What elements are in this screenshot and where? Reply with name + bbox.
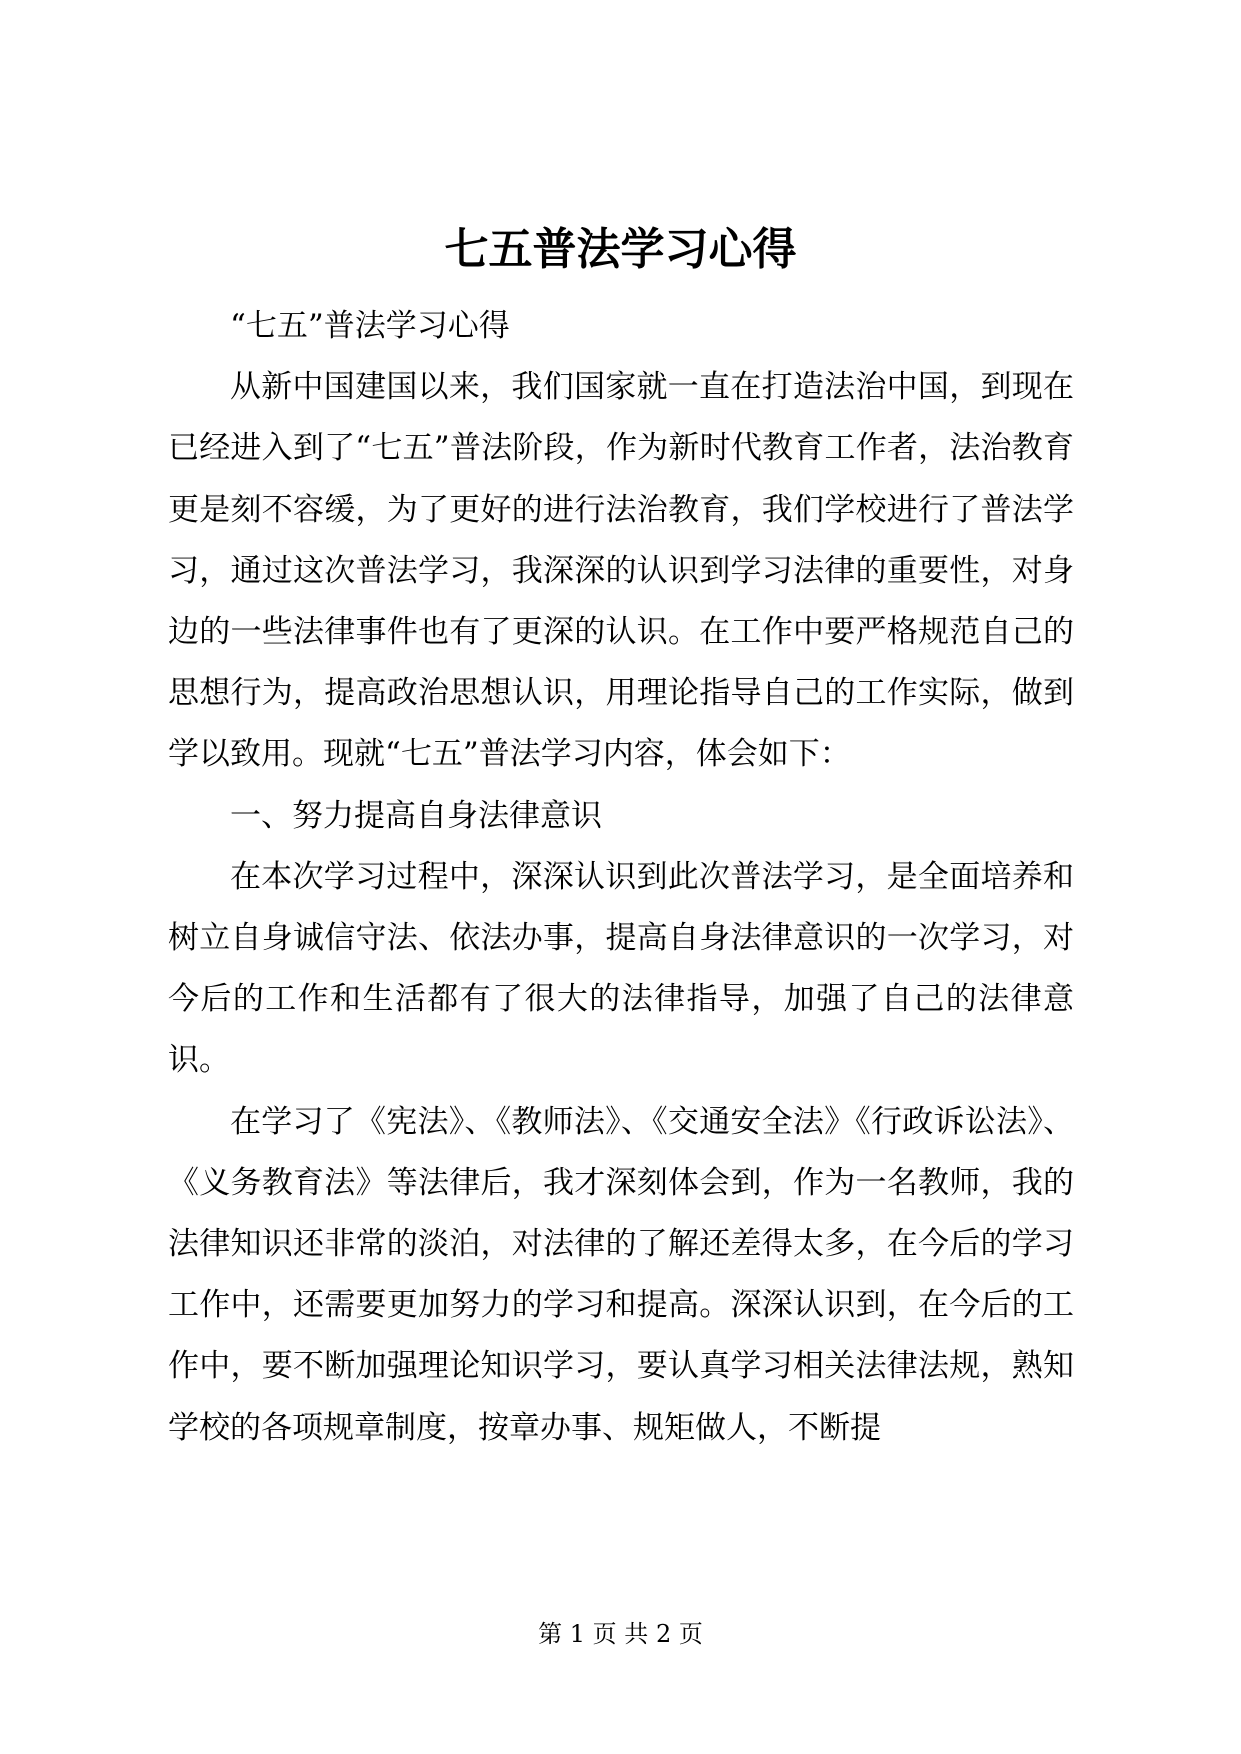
body-paragraph: 在本次学习过程中，深深认识到此次普法学习，是全面培养和树立自身诚信守法、依法办事，提高自身法律意识的一次学习，对今后的工作和生活都有了很大的法律指导，加强了自己的法律意识。 [168,858,1074,1079]
subtitle-paragraph: “七五”普法学习心得 [230,308,510,344]
body-paragraph: 在学习了《宪法》、《教师法》、《交通安全法》《行政诉讼法》、《义务教育法》等法律后，我才深刻体会到，作为一名教师，我的法律知识还非常的淡泊，对法律的了解还差得太多，在今后的学习工作中，还需要更加努力的学习和提高。深深认识到，在今后的工作中，要不断加强理论知识学习，要认真学习相关法律法规，熟知学校的各项规章制度，按章办事、规矩做人，不断提 [168,1103,1074,1446]
page-footer: 第 1 页 共 2 页 [538,1620,703,1648]
intro-paragraph: 从新中国建国以来，我们国家就一直在打造法治中国，到现在已经进入到了“七五”普法阶段，作为新时代教育工作者，法治教育更是刻不容缓，为了更好的进行法治教育，我们学校进行了普法学习，通过这次普法学习，我深深的认识到学习法律的重要性，对身边的一些法律事件也有了更深的认识。在工作中要严格规范自己的思想行为，提高政治思想认识，用理论指导自己的工作实际，做到学以致用。现就“七五”普法学习内容，体会如下： [168,369,1074,773]
document-body [168,296,1074,1459]
section-heading: 一、努力提高自身法律意识 [230,797,602,834]
document-title: 七五普法学习心得 [444,224,797,275]
